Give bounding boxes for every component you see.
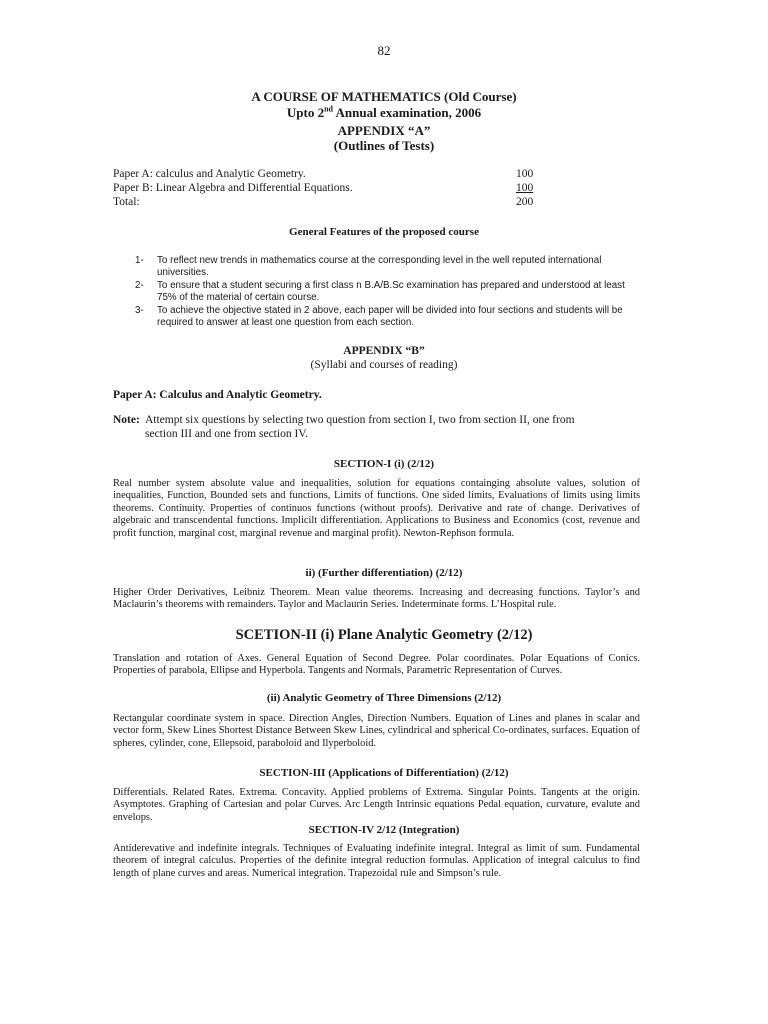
- feature-2-text: To ensure that a student securing a first class n B.A/B.Sc examination has prepared and understood at least 75% of the material of certain course.: [157, 280, 625, 303]
- section-3-heading: SECTION-III (Applications of Differentiation) (2/12): [259, 767, 509, 779]
- section-4-body: Antiderevative and indefinite integrals. Techniques of Evaluating indefinite integral. Integral as limit of sum. Fundamental theorem of integral calculus. Properties of the definite integral reduction formulas. Application of integral calculus to find length of plane curves and areas. Numerical integration. Trapezoidal rule and Simpson’s rule.: [113, 843, 640, 879]
- paper-a-marks: 100: [516, 168, 534, 180]
- section-1b-body: Higher Order Derivatives, Leibniz Theorem. Mean value theorems. Increasing and decreasing functions. Taylor’s and Maclaurin’s theorems with remainders. Taylor and Maclaurin Series. Indeterminate forms. L’Hospital rule.: [113, 587, 640, 611]
- appendix-b-heading: APPENDIX “B”: [343, 345, 425, 357]
- note-line-1: Attempt six questions by selecting two question from section I, two from section II, one from: [144, 414, 575, 426]
- section-2-heading: SCETION-II (i) Plane Analytic Geometry (2/12): [235, 627, 533, 643]
- document-subtitle: Upto 2nd Annual examination, 2006: [286, 104, 482, 120]
- document-title: A COURSE OF MATHEMATICS (Old Course): [251, 89, 517, 104]
- paper-a-heading: Paper A: Calculus and Analytic Geometry.: [113, 389, 322, 401]
- feature-3-text: To achieve the objective stated in 2 above, each paper will be divided into four sections and students will be required to answer at least one question from each section.: [157, 305, 623, 328]
- section-2b-body: Rectangular coordinate system in space. Direction Angles, Direction Numbers. Equation of Lines and planes in scalar and vector form, Skew Lines Shortest Distance Between Skew Lines, cylindrical and spherical Co-ordinates, surfaces. Equation of spheres, cylinder, cone, Ellepsoid, paraboloid and Ilyperboloid.: [113, 713, 640, 749]
- appendix-a-heading: APPENDIX “A”: [337, 123, 431, 138]
- section-1b-heading: ii) (Further differentiation) (2/12): [305, 567, 463, 579]
- paper-b-label: Paper B: Linear Algebra and Differential Equations.: [113, 182, 353, 194]
- note-line-2: section III and one from section IV.: [145, 428, 308, 440]
- total-label: Total:: [113, 196, 140, 208]
- paper-b-marks: 100: [516, 182, 534, 194]
- feature-3-number: 3-: [135, 305, 144, 316]
- note: [113, 414, 643, 427]
- feature-1-number: 1-: [135, 255, 144, 266]
- appendix-a-subheading: (Outlines of Tests): [333, 138, 435, 153]
- section-1-body: Real number system absolute value and inequalities, solution for equations containging absolute values, solution of inequalities, Function, Bounded sets and functions, Limits of functions. One sided limits, Evaluations of limits using limits theorems. Continuity. Properties of continuos functions (without proofs). Derivative and rate of change. Derivatives of algebraic and transcendental functions. Implicilt differentiation. Applications to Business and Economics (cost, revenue and profit function, marginal cost, marginal revenue and marginal profit). Newton-Rephson formula.: [113, 478, 640, 539]
- general-features-heading: General Features of the proposed course: [289, 226, 479, 238]
- section-2b-heading: (ii) Analytic Geometry of Three Dimensions (2/12): [266, 692, 502, 704]
- section-3-body: Differentials. Related Rates. Extrema. Concavity. Applied problems of Extrema. Singular Points. Tangents at the origin. Asymptotes. Graphing of Cartesian and polar Curves. Arc Length Intrinsic equations Pedal equation, curvature, evalute and envelops.: [113, 787, 640, 823]
- feature-2-number: 2-: [135, 280, 144, 291]
- page-number: 82: [377, 43, 391, 58]
- total-marks: 200: [516, 196, 534, 208]
- section-1-heading: SECTION-I (i) (2/12): [333, 458, 435, 470]
- paper-a-label: Paper A: calculus and Analytic Geometry.: [113, 168, 306, 180]
- appendix-b-subheading: (Syllabi and courses of reading): [310, 359, 458, 371]
- note-label: Note:: [113, 414, 140, 426]
- section-4-heading: SECTION-IV 2/12 (Integration): [308, 824, 460, 836]
- feature-1-text: To reflect new trends in mathematics course at the corresponding level in the well reputed international universities.: [157, 255, 602, 278]
- section-2-body: Translation and rotation of Axes. General Equation of Second Degree. Polar coordinates. Polar Equations of Conics. Properties of parabola, Ellipse and Hyperbola. Tangents and Normals, Parametric Representation of Curves.: [113, 653, 640, 677]
